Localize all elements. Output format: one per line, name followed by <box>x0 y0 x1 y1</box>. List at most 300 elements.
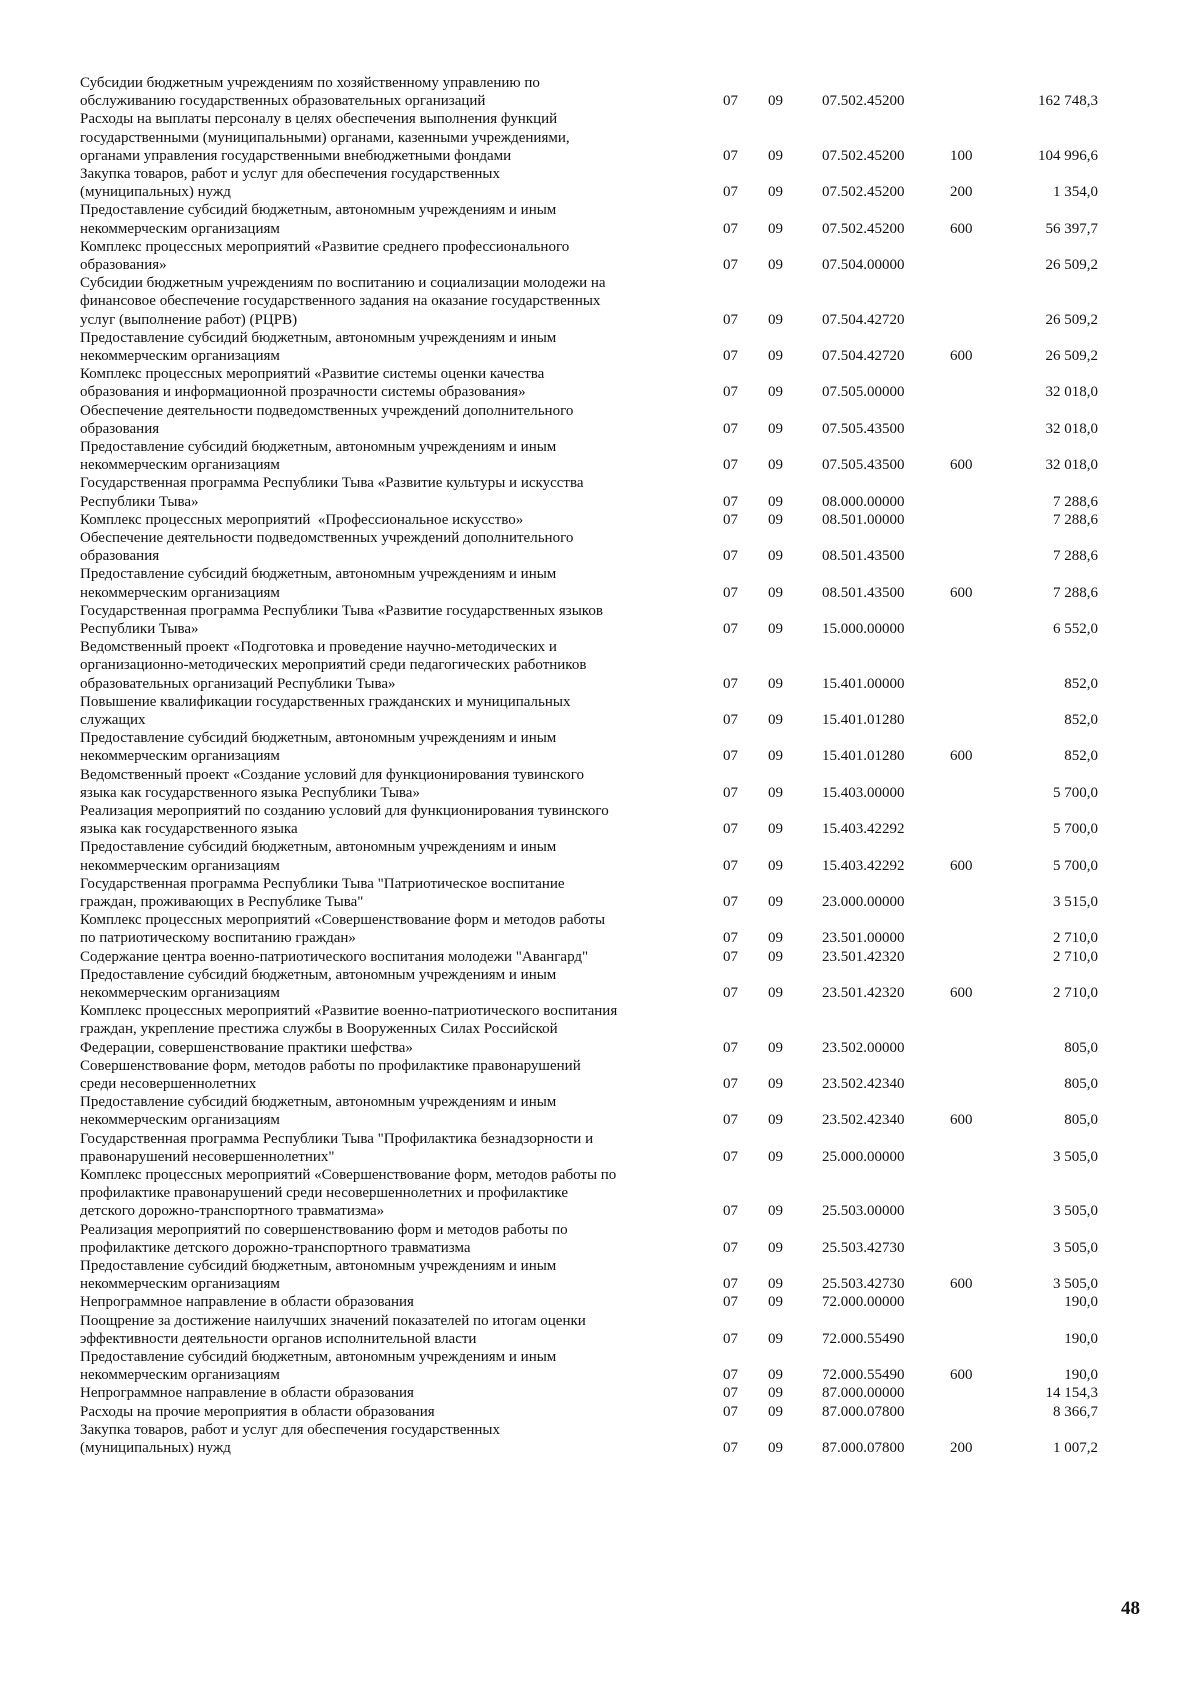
table-row <box>0 1166 1200 1221</box>
row-description <box>80 238 710 274</box>
description-line: профилактике правонарушений среди несовершеннолетних и профилактике <box>80 1185 569 1202</box>
description-line: Комплекс процессных мероприятий «Развитие среднего профессионального <box>80 238 570 255</box>
target-item-code: 23.501.42320 <box>822 984 905 1001</box>
row-description <box>80 1293 710 1311</box>
table-row <box>0 1130 1200 1166</box>
amount-value: 3 505,0 <box>1053 1203 1098 1220</box>
row-description <box>80 1312 710 1348</box>
description-line: Обеспечение деятельности подведомственных учреждений дополнительного <box>80 530 574 546</box>
amount-value: 162 748,3 <box>1038 93 1098 110</box>
subsection-code: 09 <box>768 1148 783 1165</box>
amount-value: 190,0 <box>1064 1367 1098 1384</box>
description-line: Предоставление субсидий бюджетным, автономным учреждениям и иным <box>80 1349 557 1365</box>
description-line: (муниципальных) нужд <box>80 1439 231 1456</box>
amount-value: 3 505,0 <box>1053 1239 1098 1256</box>
section-code: 07 <box>723 1112 738 1129</box>
section-code: 07 <box>723 711 738 728</box>
subsection-code: 09 <box>768 147 783 164</box>
row-description <box>80 474 710 510</box>
table-row <box>0 602 1200 638</box>
row-description <box>80 1348 710 1384</box>
row-description <box>80 802 710 838</box>
section-code: 07 <box>723 857 738 874</box>
description-line: профилактике детского дорожно-транспортного травматизма <box>80 1239 471 1256</box>
subsection-code: 09 <box>768 893 783 910</box>
section-code: 07 <box>723 184 738 201</box>
subsection-code: 09 <box>768 784 783 801</box>
description-line: государственными (муниципальными) органами, казенными учреждениями, <box>80 129 570 146</box>
table-row <box>0 1002 1200 1057</box>
amount-value: 32 018,0 <box>1045 457 1098 474</box>
target-item-code: 23.502.00000 <box>822 1039 905 1056</box>
description-line: некоммерческим организациям <box>80 748 280 765</box>
subsection-code: 09 <box>768 1276 783 1293</box>
target-item-code: 25.000.00000 <box>822 1148 905 1165</box>
target-item-code: 08.501.00000 <box>822 511 905 528</box>
target-item-code: 25.503.00000 <box>822 1203 905 1220</box>
target-item-code: 08.000.00000 <box>822 493 905 510</box>
row-description <box>80 1130 710 1166</box>
section-code: 07 <box>723 1294 738 1311</box>
description-line: Предоставление субсидий бюджетным, автономным учреждениям и иным <box>80 329 557 346</box>
subsection-code: 09 <box>768 493 783 510</box>
section-code: 07 <box>723 1385 738 1402</box>
section-code: 07 <box>723 1203 738 1220</box>
subsection-code: 09 <box>768 930 783 947</box>
table-row <box>0 529 1200 565</box>
description-line: Комплекс процессных мероприятий «Совершенствование форм и методов работы <box>80 912 606 929</box>
target-item-code: 15.401.01280 <box>822 711 905 728</box>
target-item-code: 15.403.42292 <box>822 821 905 838</box>
target-item-code: 15.403.00000 <box>822 784 905 801</box>
amount-value: 852,0 <box>1064 748 1098 765</box>
description-line: Государственная программа Республики Тыва «Развитие культуры и искусства <box>80 475 584 492</box>
description-line: Содержание центра военно-патриотического воспитания молодежи "Авангард" <box>80 948 589 965</box>
row-description <box>80 875 710 911</box>
section-code: 07 <box>723 1330 738 1347</box>
description-line: служащих <box>80 711 146 728</box>
target-item-code: 07.502.45200 <box>822 147 905 164</box>
description-line: некоммерческим организациям <box>80 347 280 364</box>
amount-value: 56 397,7 <box>1045 220 1098 237</box>
section-code: 07 <box>723 821 738 838</box>
target-item-code: 07.504.42720 <box>822 347 905 364</box>
table-row <box>0 802 1200 838</box>
row-description <box>80 911 710 947</box>
target-item-code: 15.401.00000 <box>822 675 905 692</box>
section-code: 07 <box>723 420 738 437</box>
target-item-code: 72.000.55490 <box>822 1367 905 1384</box>
description-line: Расходы на выплаты персоналу в целях обеспечения выполнения функций <box>80 111 558 128</box>
section-code: 07 <box>723 1439 738 1456</box>
amount-value: 190,0 <box>1064 1330 1098 1347</box>
section-code: 07 <box>723 311 738 328</box>
description-line: Закупка товаров, работ и услуг для обеспечения государственных <box>80 166 501 182</box>
table-row <box>0 365 1200 401</box>
table-row <box>0 1312 1200 1348</box>
target-item-code: 07.504.42720 <box>822 311 905 328</box>
table-row <box>0 329 1200 365</box>
description-line: Повышение квалификации государственных гражданских и муниципальных <box>80 693 571 710</box>
table-row <box>0 1403 1200 1421</box>
table-row <box>0 1348 1200 1384</box>
expense-type-code: 100 <box>950 147 973 164</box>
amount-value: 2 710,0 <box>1053 948 1098 965</box>
description-line: Республики Тыва» <box>80 620 199 637</box>
description-line: граждан, проживающих в Республике Тыва" <box>80 893 364 910</box>
section-code: 07 <box>723 984 738 1001</box>
description-line: некоммерческим организациям <box>80 457 280 474</box>
row-description <box>80 1384 710 1402</box>
table-row <box>0 838 1200 874</box>
amount-value: 805,0 <box>1064 1039 1098 1056</box>
amount-value: 6 552,0 <box>1053 620 1098 637</box>
description-line: обслуживанию государственных образовательных организаций <box>80 93 486 110</box>
target-item-code: 15.403.42292 <box>822 857 905 874</box>
amount-value: 5 700,0 <box>1053 784 1098 801</box>
subsection-code: 09 <box>768 184 783 201</box>
target-item-code: 07.505.43500 <box>822 420 905 437</box>
subsection-code: 09 <box>768 347 783 364</box>
description-line: Непрограммное направление в области образования <box>80 1294 414 1311</box>
row-description <box>80 729 710 765</box>
subsection-code: 09 <box>768 1439 783 1456</box>
amount-value: 190,0 <box>1064 1294 1098 1311</box>
expense-type-code: 600 <box>950 457 973 474</box>
table-row <box>0 766 1200 802</box>
target-item-code: 08.501.43500 <box>822 548 905 565</box>
subsection-code: 09 <box>768 311 783 328</box>
section-code: 07 <box>723 347 738 364</box>
table-row <box>0 201 1200 237</box>
amount-value: 852,0 <box>1064 675 1098 692</box>
amount-value: 5 700,0 <box>1053 857 1098 874</box>
row-description <box>80 74 710 110</box>
section-code: 07 <box>723 1039 738 1056</box>
row-description <box>80 565 710 601</box>
description-line: органами управления государственными внебюджетными фондами <box>80 147 512 164</box>
description-line: Ведомственный проект «Подготовка и проведение научно-методических и <box>80 639 557 656</box>
table-row <box>0 1221 1200 1257</box>
section-code: 07 <box>723 1403 738 1420</box>
description-line: Комплекс процессных мероприятий «Профессиональное искусство» <box>80 511 524 528</box>
section-code: 07 <box>723 457 738 474</box>
description-line: Предоставление субсидий бюджетным, автономным учреждениям и иным <box>80 566 557 583</box>
amount-value: 26 509,2 <box>1045 347 1098 364</box>
expense-type-code: 600 <box>950 857 973 874</box>
target-item-code: 87.000.07800 <box>822 1403 905 1420</box>
target-item-code: 23.502.42340 <box>822 1075 905 1092</box>
description-line: Поощрение за достижение наилучших значений показателей по итогам оценки <box>80 1312 586 1329</box>
description-line: некоммерческим организациям <box>80 220 280 237</box>
description-line: Комплекс процессных мероприятий «Развитие военно-патриотического воспитания <box>80 1003 618 1020</box>
table-row <box>0 1293 1200 1311</box>
subsection-code: 09 <box>768 548 783 565</box>
target-item-code: 07.502.45200 <box>822 93 905 110</box>
subsection-code: 09 <box>768 1385 783 1402</box>
row-description <box>80 201 710 237</box>
table-row <box>0 911 1200 947</box>
description-line: Предоставление субсидий бюджетным, автономным учреждениям и иным <box>80 839 557 856</box>
section-code: 07 <box>723 93 738 110</box>
description-line: некоммерческим организациям <box>80 1112 280 1129</box>
description-line: детского дорожно-транспортного травматизма» <box>80 1203 385 1220</box>
row-description <box>80 766 710 802</box>
description-line: Расходы на прочие мероприятия в области образования <box>80 1403 435 1420</box>
amount-value: 805,0 <box>1064 1112 1098 1129</box>
table-row <box>0 1093 1200 1129</box>
target-item-code: 72.000.55490 <box>822 1330 905 1347</box>
section-code: 07 <box>723 493 738 510</box>
row-description <box>80 1057 710 1093</box>
amount-value: 3 515,0 <box>1053 893 1098 910</box>
table-row <box>0 1421 1200 1457</box>
description-line: некоммерческим организациям <box>80 857 280 874</box>
amount-value: 7 288,6 <box>1053 493 1098 510</box>
amount-value: 805,0 <box>1064 1075 1098 1092</box>
description-line: (муниципальных) нужд <box>80 184 231 201</box>
amount-value: 3 505,0 <box>1053 1276 1098 1293</box>
section-code: 07 <box>723 511 738 528</box>
amount-value: 26 509,2 <box>1045 311 1098 328</box>
description-line: Закупка товаров, работ и услуг для обеспечения государственных <box>80 1421 501 1438</box>
description-line: образования <box>80 548 160 565</box>
subsection-code: 09 <box>768 420 783 437</box>
target-item-code: 25.503.42730 <box>822 1239 905 1256</box>
description-line: образовательных организаций Республики Тыва» <box>80 675 396 692</box>
description-line: эффективности деятельности органов исполнительной власти <box>80 1330 477 1347</box>
page-number: 48 <box>1121 1598 1140 1619</box>
description-line: среди несовершеннолетних <box>80 1075 257 1092</box>
subsection-code: 09 <box>768 1039 783 1056</box>
description-line: услуг (выполнение работ) (РЦРВ) <box>80 311 298 328</box>
section-code: 07 <box>723 584 738 601</box>
subsection-code: 09 <box>768 1239 783 1256</box>
subsection-code: 09 <box>768 1075 783 1092</box>
description-line: граждан, укрепление престижа службы в Вооруженных Силах Российской <box>80 1021 558 1038</box>
section-code: 07 <box>723 1148 738 1165</box>
row-description <box>80 329 710 365</box>
subsection-code: 09 <box>768 1203 783 1220</box>
row-description <box>80 1257 710 1293</box>
target-item-code: 08.501.43500 <box>822 584 905 601</box>
section-code: 07 <box>723 220 738 237</box>
subsection-code: 09 <box>768 1403 783 1420</box>
expense-type-code: 600 <box>950 220 973 237</box>
description-line: некоммерческим организациям <box>80 1276 280 1293</box>
target-item-code: 23.000.00000 <box>822 893 905 910</box>
description-line: образования <box>80 420 160 437</box>
subsection-code: 09 <box>768 1367 783 1384</box>
table-row <box>0 1384 1200 1402</box>
table-row <box>0 638 1200 693</box>
expense-type-code: 600 <box>950 1367 973 1384</box>
row-description <box>80 693 710 729</box>
row-description <box>80 966 710 1002</box>
target-item-code: 07.504.00000 <box>822 256 905 273</box>
table-row <box>0 474 1200 510</box>
row-description <box>80 948 710 966</box>
description-line: образования» <box>80 256 167 273</box>
subsection-code: 09 <box>768 1112 783 1129</box>
amount-value: 7 288,6 <box>1053 584 1098 601</box>
description-line: правонарушений несовершеннолетних" <box>80 1148 335 1165</box>
target-item-code: 07.505.43500 <box>822 457 905 474</box>
expense-type-code: 600 <box>950 748 973 765</box>
subsection-code: 09 <box>768 948 783 965</box>
subsection-code: 09 <box>768 675 783 692</box>
description-line: по патриотическому воспитанию граждан» <box>80 930 356 947</box>
description-line: организационно-методических мероприятий среди педагогических работников <box>80 657 587 674</box>
amount-value: 3 505,0 <box>1053 1148 1098 1165</box>
amount-value: 1 007,2 <box>1053 1439 1098 1456</box>
description-line: Предоставление субсидий бюджетным, автономным учреждениям и иным <box>80 1258 557 1274</box>
expense-type-code: 200 <box>950 1439 973 1456</box>
description-line: Комплекс процессных мероприятий «Совершенствование форм, методов работы по <box>80 1167 617 1183</box>
table-row <box>0 966 1200 1002</box>
target-item-code: 07.505.00000 <box>822 384 905 401</box>
row-description <box>80 638 710 693</box>
description-line: Государственная программа Республики Тыва "Профилактика безнадзорности и <box>80 1130 594 1147</box>
subsection-code: 09 <box>768 620 783 637</box>
subsection-code: 09 <box>768 256 783 273</box>
section-code: 07 <box>723 1239 738 1256</box>
description-line: Предоставление субсидий бюджетным, автономным учреждениям и иным <box>80 1094 557 1111</box>
table-row <box>0 511 1200 529</box>
section-code: 07 <box>723 147 738 164</box>
target-item-code: 25.503.42730 <box>822 1276 905 1293</box>
target-item-code: 23.502.42340 <box>822 1112 905 1129</box>
section-code: 07 <box>723 893 738 910</box>
description-line: Непрограммное направление в области образования <box>80 1385 414 1402</box>
expense-type-code: 600 <box>950 1112 973 1129</box>
amount-value: 852,0 <box>1064 711 1098 728</box>
table-row <box>0 238 1200 274</box>
subsection-code: 09 <box>768 93 783 110</box>
amount-value: 2 710,0 <box>1053 930 1098 947</box>
section-code: 07 <box>723 1367 738 1384</box>
target-item-code: 23.501.42320 <box>822 948 905 965</box>
description-line: Реализация мероприятий по совершенствованию форм и методов работы по <box>80 1221 568 1238</box>
description-line: некоммерческим организациям <box>80 984 280 1001</box>
expense-type-code: 600 <box>950 1276 973 1293</box>
row-description <box>80 274 710 329</box>
subsection-code: 09 <box>768 711 783 728</box>
row-description <box>80 511 710 529</box>
amount-value: 32 018,0 <box>1045 420 1098 437</box>
row-description <box>80 1166 710 1221</box>
amount-value: 7 288,6 <box>1053 511 1098 528</box>
subsection-code: 09 <box>768 220 783 237</box>
description-line: некоммерческим организациям <box>80 1367 280 1384</box>
table-row <box>0 693 1200 729</box>
subsection-code: 09 <box>768 821 783 838</box>
expense-type-code: 600 <box>950 584 973 601</box>
amount-value: 2 710,0 <box>1053 984 1098 1001</box>
description-line: Обеспечение деятельности подведомственных учреждений дополнительного <box>80 402 574 419</box>
description-line: Комплекс процессных мероприятий «Развитие системы оценки качества <box>80 366 545 383</box>
description-line: Реализация мероприятий по созданию условий для функционирования тувинского <box>80 803 609 819</box>
table-row <box>0 729 1200 765</box>
subsection-code: 09 <box>768 457 783 474</box>
subsection-code: 09 <box>768 857 783 874</box>
description-line: Предоставление субсидий бюджетным, автономным учреждениям и иным <box>80 439 557 455</box>
subsection-code: 09 <box>768 584 783 601</box>
target-item-code: 23.501.00000 <box>822 930 905 947</box>
table-row <box>0 948 1200 966</box>
amount-value: 32 018,0 <box>1045 384 1098 401</box>
subsection-code: 09 <box>768 511 783 528</box>
table-row <box>0 875 1200 911</box>
subsection-code: 09 <box>768 384 783 401</box>
row-description <box>80 529 710 565</box>
target-item-code: 72.000.00000 <box>822 1294 905 1311</box>
section-code: 07 <box>723 784 738 801</box>
description-line: Субсидии бюджетным учреждениям по хозяйственному управлению по <box>80 75 540 91</box>
description-line: некоммерческим организациям <box>80 584 280 601</box>
expense-type-code: 600 <box>950 347 973 364</box>
amount-value: 14 154,3 <box>1045 1385 1098 1402</box>
amount-value: 8 366,7 <box>1053 1403 1098 1420</box>
row-description <box>80 1421 710 1457</box>
subsection-code: 09 <box>768 984 783 1001</box>
table-row <box>0 74 1200 110</box>
amount-value: 26 509,2 <box>1045 256 1098 273</box>
description-line: Республики Тыва» <box>80 493 199 510</box>
table-row <box>0 274 1200 329</box>
target-item-code: 15.401.01280 <box>822 748 905 765</box>
description-line: Совершенствование форм, методов работы по профилактике правонарушений <box>80 1057 581 1074</box>
row-description <box>80 602 710 638</box>
table-row <box>0 438 1200 474</box>
expense-type-code: 600 <box>950 984 973 1001</box>
description-line: Ведомственный проект «Создание условий для функционирования тувинского <box>80 766 585 783</box>
description-line: Федерации, совершенствование практики шефства» <box>80 1039 413 1056</box>
subsection-code: 09 <box>768 1330 783 1347</box>
table-row <box>0 1257 1200 1293</box>
amount-value: 1 354,0 <box>1053 184 1098 201</box>
section-code: 07 <box>723 930 738 947</box>
row-description <box>80 838 710 874</box>
subsection-code: 09 <box>768 748 783 765</box>
section-code: 07 <box>723 1276 738 1293</box>
target-item-code: 15.000.00000 <box>822 620 905 637</box>
section-code: 07 <box>723 620 738 637</box>
target-item-code: 07.502.45200 <box>822 220 905 237</box>
target-item-code: 07.502.45200 <box>822 184 905 201</box>
description-line: Государственная программа Республики Тыва "Патриотическое воспитание <box>80 875 565 892</box>
section-code: 07 <box>723 384 738 401</box>
table-row <box>0 565 1200 601</box>
amount-value: 5 700,0 <box>1053 821 1098 838</box>
row-description <box>80 438 710 474</box>
row-description <box>80 402 710 438</box>
description-line: Предоставление субсидий бюджетным, автономным учреждениям и иным <box>80 966 557 983</box>
row-description <box>80 365 710 401</box>
section-code: 07 <box>723 675 738 692</box>
section-code: 07 <box>723 748 738 765</box>
row-description <box>80 1093 710 1129</box>
description-line: языка как государственного языка Республики Тыва» <box>80 784 420 801</box>
description-line: финансовое обеспечение государственного задания на оказание государственных <box>80 293 601 310</box>
description-line: образования и информационной прозрачности системы образования» <box>80 384 526 401</box>
description-line: Субсидии бюджетным учреждениям по воспитанию и социализации молодежи на <box>80 275 606 292</box>
subsection-code: 09 <box>768 1294 783 1311</box>
row-description <box>80 1221 710 1257</box>
amount-value: 104 996,6 <box>1038 147 1098 164</box>
table-row <box>0 1057 1200 1093</box>
section-code: 07 <box>723 548 738 565</box>
